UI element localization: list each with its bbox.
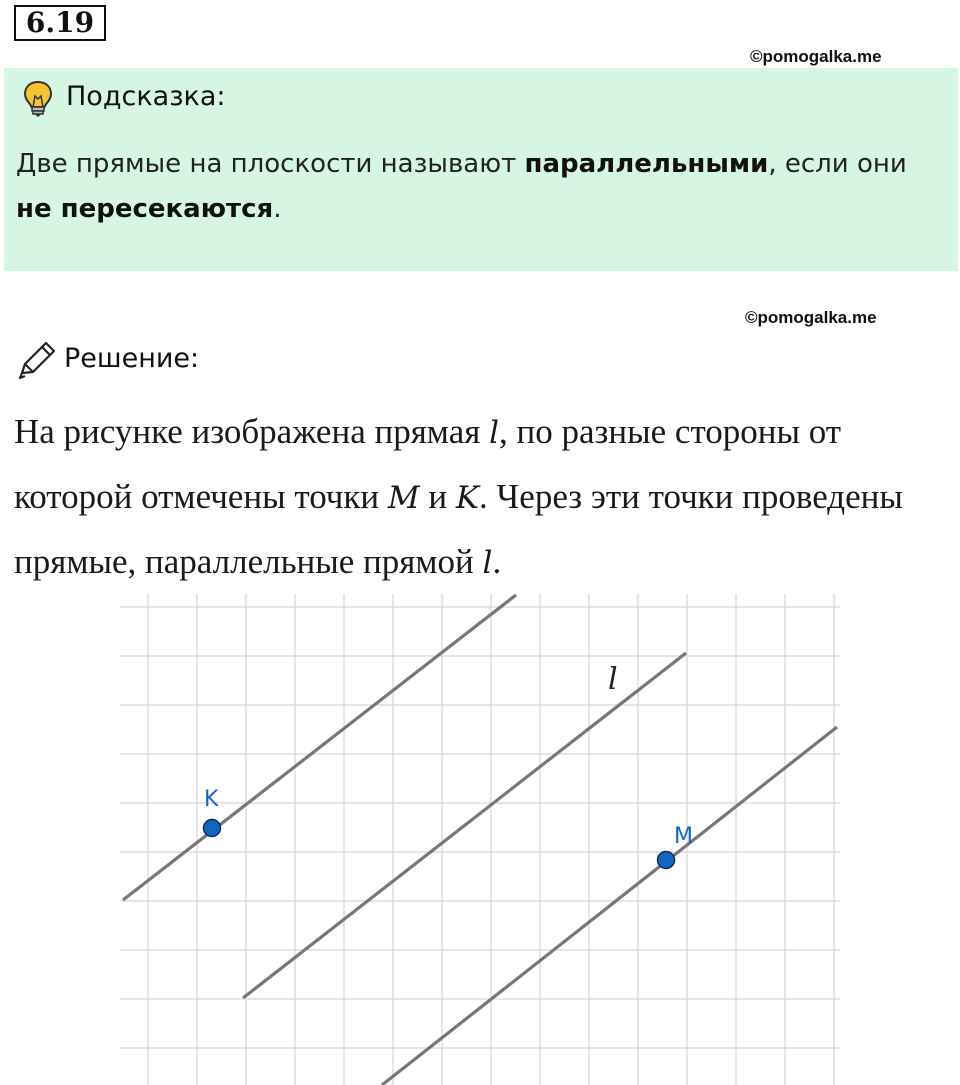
grid [120,594,840,1085]
task-number: 6.19 [14,5,106,41]
watermark: ©pomogalka.me [750,47,882,66]
hint-text: Две прямые на плоскости называют параллельными, если они не пересекаются. [16,149,907,224]
point-m-label: M [674,824,693,849]
point-k-label: K [204,787,219,812]
var-l: l [482,545,493,581]
hint-bold-term: параллельными [524,149,769,179]
hint-title: Подсказка: [66,81,226,112]
pencil-icon [16,340,58,380]
solution-text: На рисунке изображена прямая l, по разные стороны от которой отмечены точки M и K. Через эти точки проведены прямые, параллельные прямой l. [14,412,903,581]
point-m [658,852,675,869]
solution-title: Решение: [64,343,200,374]
hint-box [4,68,958,271]
var-k: K [455,480,480,516]
line-through-m [382,727,837,1085]
line-through-k [123,595,516,900]
line-l-label: l [608,662,618,697]
var-l: l [489,415,500,451]
lightbulb-icon [18,78,58,118]
point-k [204,820,221,837]
hint-bold-condition: не пересекаются [16,194,274,224]
var-m: M [387,480,420,516]
parallel-lines-figure [120,594,840,1085]
watermark: ©pomogalka.me [745,308,877,327]
